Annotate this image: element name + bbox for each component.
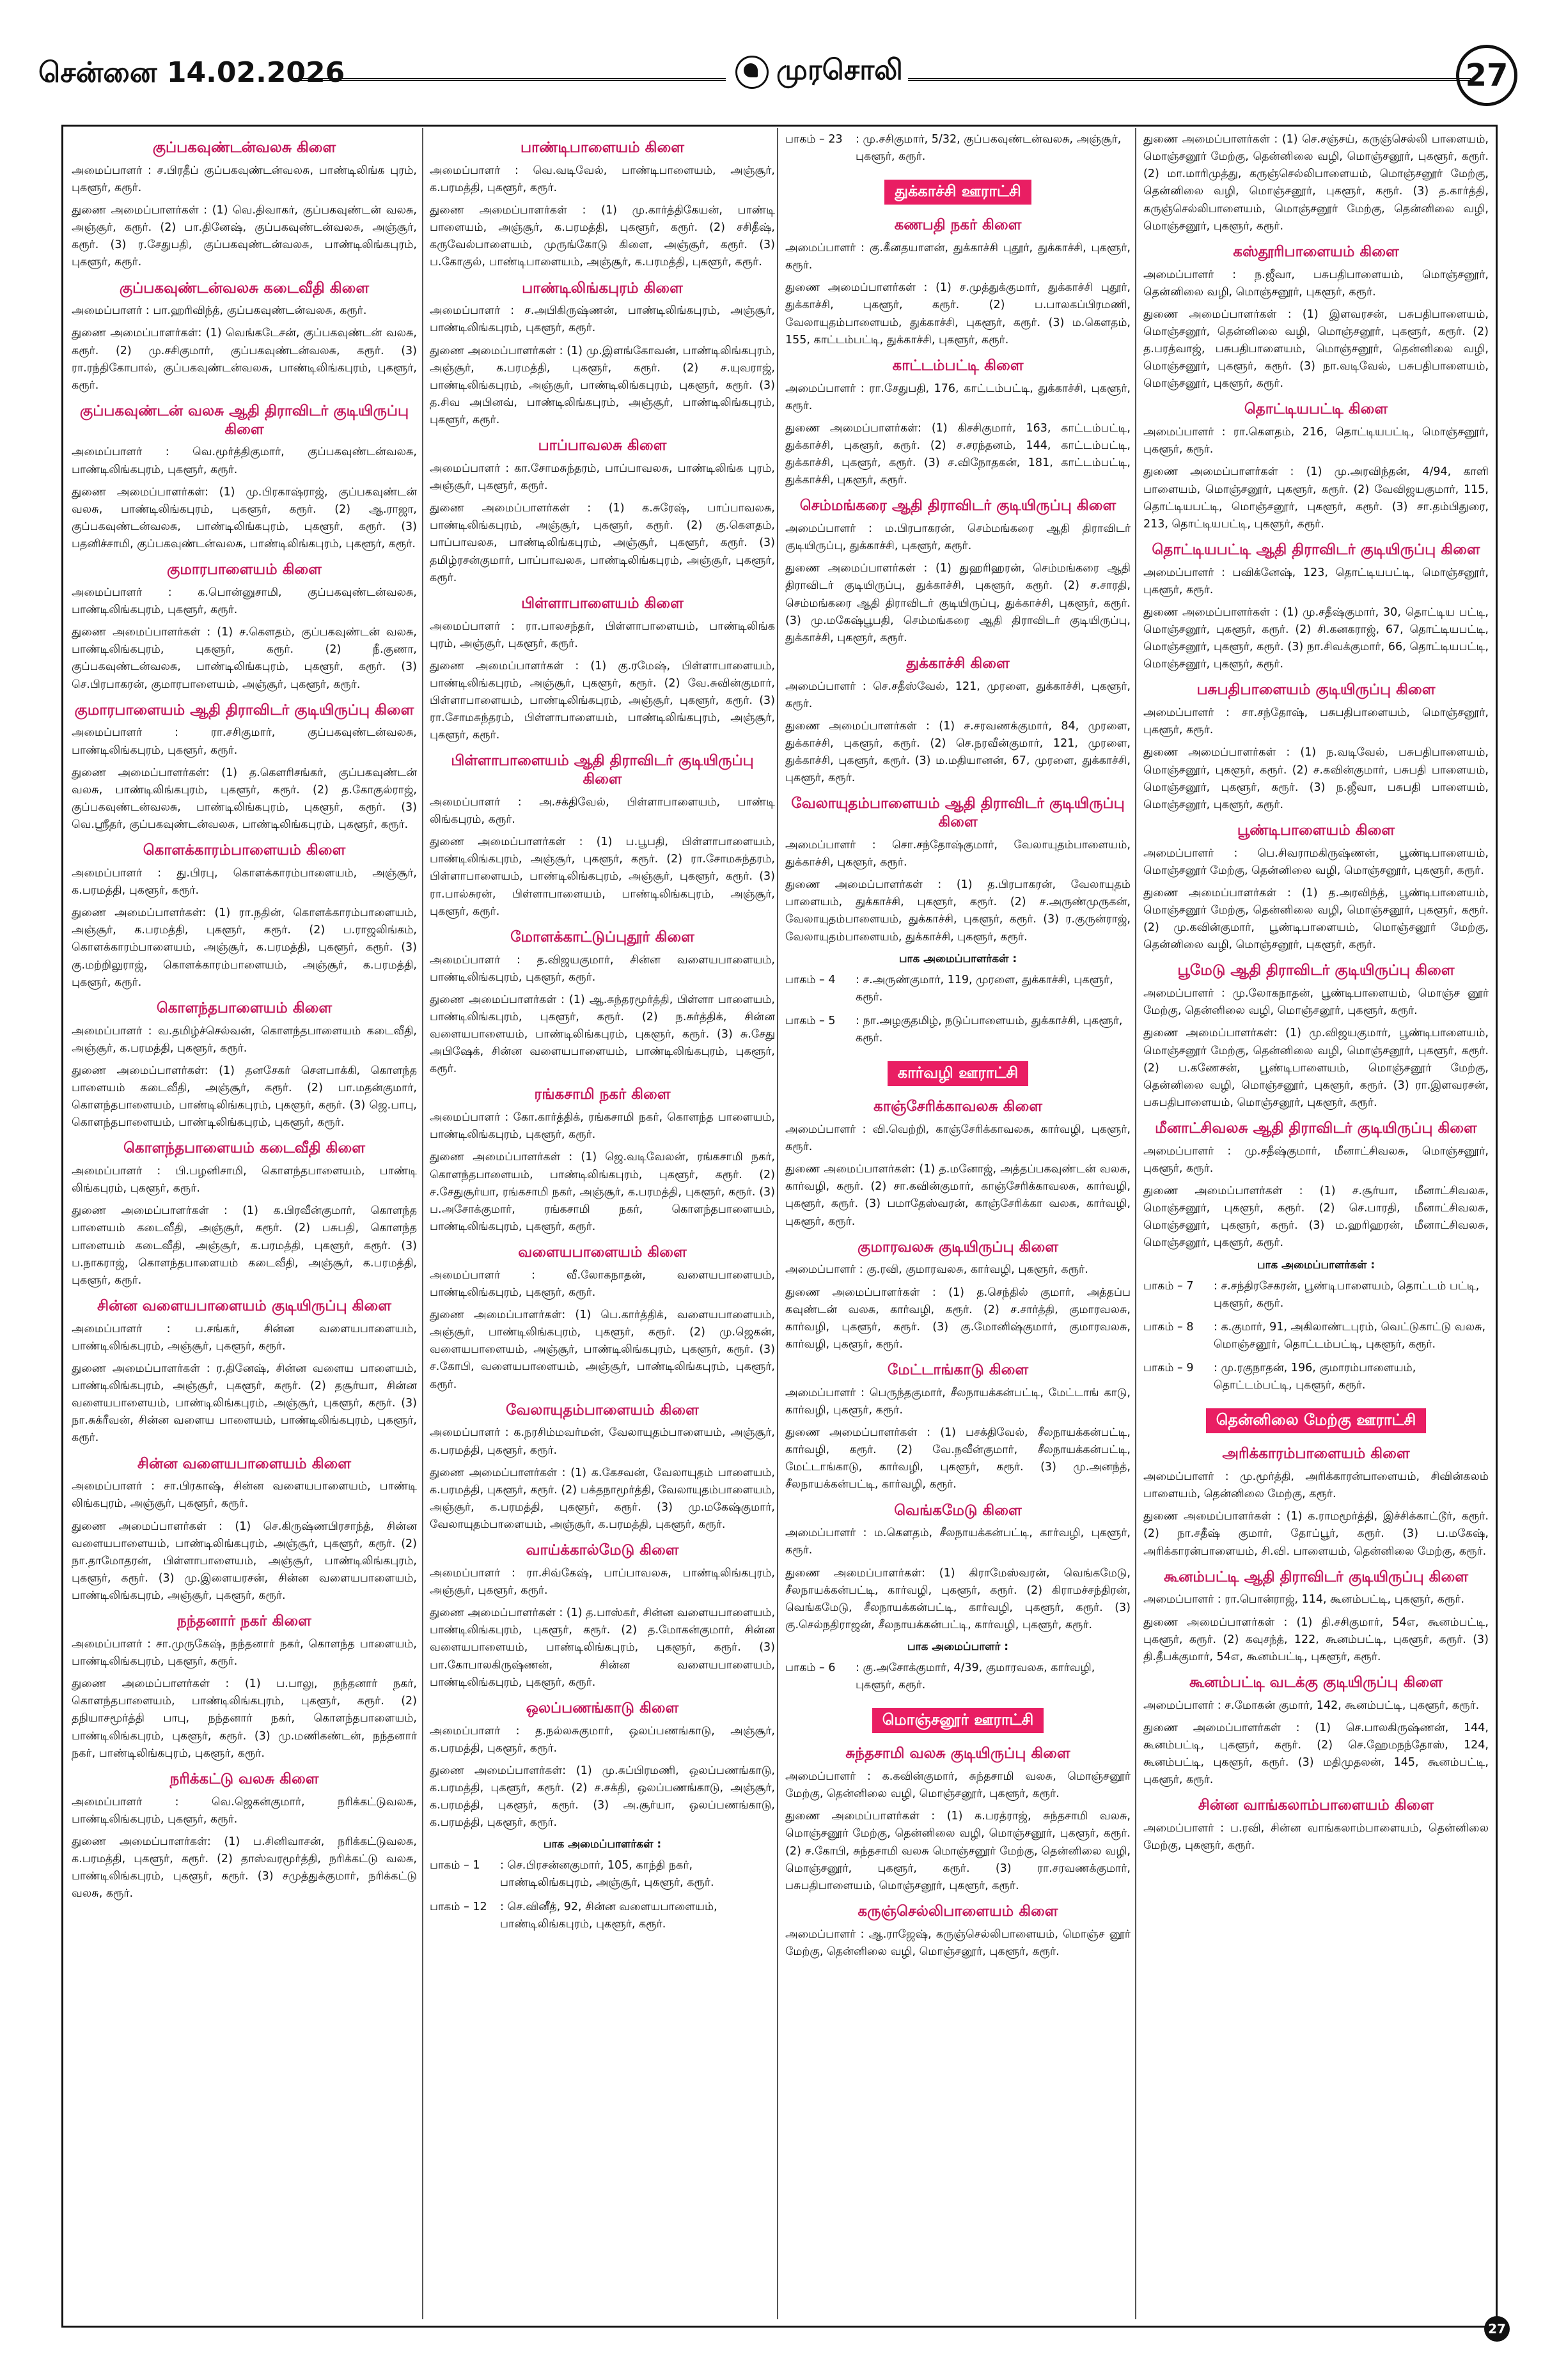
branch-section xyxy=(785,655,1131,788)
branch-section xyxy=(72,402,417,553)
organizer-entry: அமைப்பாளர் : ம.பிரபாகரன், செம்மங்கரை ஆதி திராவிடர் குடியிருப்பு, துக்காச்சி, புகளூர், கரூர். xyxy=(785,522,1131,553)
organizer-entry: அமைப்பாளர் : ந.ஜீவா, பசுபதிபாளையம், மொஞ்சனூர், தென்னிலை வழி, மொஞ்சனூர், புகளூர், கரூர். xyxy=(1143,268,1489,299)
branch-section xyxy=(72,139,417,272)
column-1 xyxy=(72,131,417,2316)
deputy-organizers-entry: துணை அமைப்பாளர்கள் : (1) வெ.திவாகர், குப்பகவுண்டன் வலசு, அஞ்சூர், கரூர். (2) பா.தினேஷ், குப்பகவுண்டன்வலசு, அஞ்சூர், கரூர். (3) ர.சேதுபதி, குப்பகவுண்டன்வலசு, பாண்டிலிங்கபுரம், புகளூர், கரூர். xyxy=(72,204,417,269)
branch-section xyxy=(785,1502,1131,1635)
branch-section xyxy=(785,795,1131,945)
booth-organizer: : நா.அழகுதமிழ், நடுப்பாளையம், துக்காச்சி, புகளூர், கரூர். xyxy=(856,1014,1123,1045)
branch-section xyxy=(1143,1796,1489,1855)
branch-heading: சுந்தசாமி வலசு குடியிருப்பு கிளை xyxy=(845,1745,1070,1762)
deputy-organizers-entry: துணை அமைப்பாளர்கள் : (1) மு.இளங்கோவன், பாண்டிலிங்கபுரம், அஞ்சூர், க.பரமத்தி, புகளூர், கரூர். (2) ச.யுவராஜ், பாண்டிலிங்கபுரம், அஞ்சூர், பாண்டிலிங்கபுரம், புகளூர், கரூர். (3) த.சிவ அபினவ், பாண்டிலிங்கபுரம், அஞ்சூர், பாண்டிலிங்கபுரம், புகளூர், கரூர். xyxy=(430,344,775,426)
branch-heading: வளையபாளையம் கிளை xyxy=(518,1244,687,1261)
branch-heading: நரிக்கட்டு வலசு கிளை xyxy=(169,1770,319,1787)
deputy-organizers-entry: துணை அமைப்பாளர்கள்: (1) மு.பிரகாஷ்ராஜ், குப்பகவுண்டன் வலசு, பாண்டிலிங்கபுரம், புகளூர், கரூர். (2) ஆ.ராஜா, குப்பகவுண்டன்வலசு, பாண்டிலிங்கபுரம், புகளூர், கரூர். (3) பதனிச்சாமி, குப்பகவுண்டன்வலசு, பாண்டிலிங்கபுரம், புகளூர், கரூர். xyxy=(72,485,417,550)
branch-heading: குப்பகவுண்டன்வலசு கிளை xyxy=(152,139,336,156)
organizer-entry: அமைப்பாளர் : பா.ஹரிவிந்த், குப்பகவுண்டன்வலசு, கரூர். xyxy=(72,304,367,318)
booth-number: பாகம் – 1 xyxy=(430,1859,480,1872)
column-divider xyxy=(422,128,423,2319)
footer-page-number: 27 xyxy=(1484,2316,1510,2342)
branch-section xyxy=(1143,400,1489,533)
deputy-organizers-entry: துணை அமைப்பாளர்கள் : (1) இளவரசன், பசுபதிபாளையம், மொஞ்சனூர், தென்னிலை வழி, மொஞ்சனூர், புகளூர், கரூர். (2) த.பரத்வாஜ், பசுபதிபாளையம், மொஞ்சனூர், தென்னிலை வழி, மொஞ்சனூர், புகளூர், கரூர். (3) நா.வடிவேல், பசுபதிபாளையம், மொஞ்சனூர், புகளூர், கரூர். xyxy=(1143,307,1489,391)
deputy-organizers-entry: துணை அமைப்பாளர்கள்: (1) ரா.நதின், கொளக்காரம்பாளையம், அஞ்சூர், க.பரமத்தி, புகளூர், கரூர். (2) ப.ராஜலிங்கம், கொளக்காரம்பாளையம், அஞ்சூர், க.பரமத்தி, புகளூர், கரூர். (3) கு.மற்றிலுராஜ், கொளக்காரம்பாளையம், அஞ்சூர், க.பரமத்தி, புகளூர், கரூர். xyxy=(72,906,417,989)
organizer-entry: அமைப்பாளர் : பெருந்தகுமார், சீலநாயக்கன்பட்டி, மேட்டாங் காடு, கார்வழி, புகளூர், கரூர். xyxy=(785,1386,1131,1417)
organizer-entry: அமைப்பாளர் : வெ.ஜெகன்குமார், நரிக்கட்டுவலசு, பாண்டிலிங்கபுரம், புகளூர், கரூர். xyxy=(72,1795,417,1826)
deputy-organizers-entry: துணை அமைப்பாளர்கள் : (1) க.பிரவீன்குமார், கொளந்த பாளையம் கடைவீதி, அஞ்சூர், கரூர். (2) பசுபதி, கொளந்த பாளையம் கடைவீதி, அஞ்சூர், க.பரமத்தி, புகளூர், கரூர். (3) ப.நாகராஜ், கொளந்தபாளையம் கடைவீதி, அஞ்சூர், க.பரமத்தி, புகளூர், கரூர். xyxy=(72,1204,417,1287)
deputy-organizers-entry: துணை அமைப்பாளர்கள்: (1) த.மனோஜ், அத்தப்பகவுண்டன் வலசு, கார்வழி, கரூர். (2) சா.கவின்குமார், காஞ்சேரிக்காவலசு, கார்வழி, புகளூர், கரூர். (3) பமாதேஸ்வரன், காஞ்சேரிக்கா வலசு, கார்வழி, புகளூர், கரூர். xyxy=(785,1163,1131,1228)
branch-heading: கணபதி நகர் கிளை xyxy=(894,217,1022,234)
branch-heading: வேலாயுதம்பாளையம் கிளை xyxy=(506,1401,699,1419)
booth-row xyxy=(785,972,1131,1006)
booth-organizer: : ச.அருண்குமார், 119, முரளை, துக்காச்சி, புகளூர், கரூர். xyxy=(856,973,1113,1004)
organizer-entry: அமைப்பாளர் : ரா.கௌதம், 216, தொட்டியபட்டி, மொஞ்சனூர், புகளூர், கரூர். xyxy=(1143,426,1489,456)
booth-row xyxy=(430,1857,775,1892)
deputy-organizers-entry: துணை அமைப்பாளர்கள் : (1) தி.சசிகுமார், 54எ, கூனம்பட்டி, புகளூர், கரூர். (2) கவுசந்த், 122, கூனம்பட்டி, புகளூர், கரூர். (3) தி.தீபக்குமார், 54எ, கூனம்பட்டி, புகளூர், கரூர். xyxy=(1143,1615,1489,1663)
organizer-entry: அமைப்பாளர் : ச.அபிகிருஷ்ணன், பாண்டிலிங்கபுரம், அஞ்சூர், பாண்டிலிங்கபுரம், புகளூர், கரூர். xyxy=(430,304,775,335)
deputy-organizers-entry: துணை அமைப்பாளர்கள்: (1) கிசசிகுமார், 163, காட்டம்பட்டி, துக்காச்சி, புகளூர், கரூர். (2) ச.சரந்தனம், 144, காட்டம்பட்டி, துக்காச்சி, புகளூர், கரூர். (3) ச.விநோதகன், 181, காட்டம்பட்டி, துக்காச்சி, புகளூர், கரூர். xyxy=(785,421,1131,487)
organizer-entry: அமைப்பாளர் : ப.சங்கர், சின்ன வளையபாளையம், பாண்டிலிங்கபுரம், அஞ்சூர், புகளூர், கரூர். xyxy=(72,1322,417,1353)
organizer-entry: அமைப்பாளர் : த.விஜயகுமார், சின்ன வளையபாளையம், பாண்டிலிங்கபுரம், புகளூர், கரூர். xyxy=(430,953,775,984)
branch-heading: குமாரபாளையம் கிளை xyxy=(167,561,322,579)
deputy-organizers-entry: துணை அமைப்பாளர்கள்: (1) வெங்கடேசன், குப்பகவுண்டன் வலசு, கரூர். (2) மு.சசிகுமார், குப்பகவுண்டன்வலசு, கரூர். (3) ரா.ரந்திகோபால், குப்பகவுண்டன்வலசு, பாண்டிலிங்கபுரம், புகளூர், கரூர். xyxy=(72,327,417,392)
branch-section xyxy=(72,1770,417,1903)
panchayat-badge: மொஞ்சனூர் ஊராட்சி xyxy=(872,1708,1044,1733)
booth-row xyxy=(1143,1319,1489,1353)
branch-section xyxy=(430,1699,775,1832)
deputy-organizers-entry: துணை அமைப்பாளர்கள் : (1) துஹரிஹரன், செம்மங்கரை ஆதி திராவிடர் குடியிருப்பு, துக்காச்சி, புகளூர், கரூர். (2) ச.சாரதி, செம்மங்கரை ஆதி திராவிடர் குடியிருப்பு, துக்காச்சி, புகளூர், கரூர். (3) மு.மகேஷ்பூபதி, செம்மங்கரை ஆதி திராவிடர் குடியிருப்பு, துக்காச்சி, புகளூர், கரூர். xyxy=(785,562,1131,644)
deputy-organizers-entry: துணை அமைப்பாளர்கள் : (1) ந.வடிவேல், பசுபதிபாளையம், மொஞ்சனூர், புகளூர், கரூர். (2) ச.கவின்குமார், பசுபதி பாளையம், மொஞ்சனூர், புகளூர், கரூர். (3) ந.ஜீவா, பசுபதி பாளையம், மொஞ்சனூர், புகளூர், கரூர். xyxy=(1143,746,1489,811)
organizer-entry: அமைப்பாளர் : வெ.மூர்த்திகுமார், குப்பகவுண்டன்வலசு, பாண்டிலிங்கபுரம், புகளூர், கரூர். xyxy=(72,446,417,476)
branch-section xyxy=(72,701,417,834)
booth-number: பாகம் – 7 xyxy=(1143,1279,1194,1293)
deputy-organizers-entry: துணை அமைப்பாளர்கள் : (1) க.சுரேஷ், பாப்பாவலசு, பாண்டிலிங்கபுரம், அஞ்சூர், புகளூர், கரூர். (2) கு.கௌதம், பாப்பாவலசு, பாண்டிலிங்கபுரம், அஞ்சூர், புகளூர், கரூர். (3) தமிழ்ரசன்குமார், பாப்பாவலசு, பாண்டிலிங்கபுரம், அஞ்சூர், புகளூர், கரூர். xyxy=(430,502,775,584)
branch-heading: கொளந்தபாளையம் கடைவீதி கிளை xyxy=(123,1140,366,1157)
branch-section xyxy=(430,437,775,587)
masthead-date: சென்னை 14.02.2026 xyxy=(38,56,345,89)
branch-heading: குமாரபாளையம் ஆதி திராவிடர் குடியிருப்பு கிளை xyxy=(74,701,414,719)
page-number-badge: 27 xyxy=(1456,45,1517,106)
branch-heading: ரங்கசாமி நகர் கிளை xyxy=(534,1086,671,1103)
organizer-entry: அமைப்பாளர் : ரா.பொன்ராஜ், 114, கூனம்பட்டி, புகளூர், கரூர். xyxy=(1143,1593,1465,1606)
organizer-entry: அமைப்பாளர் : சா.பிரகாஷ், சின்ன வளையபாளையம், பாண்டி லிங்கபுரம், அஞ்சூர், புகளூர், கரூர். xyxy=(72,1480,417,1511)
branch-heading: சின்ன வளையபாளையம் குடியிருப்பு கிளை xyxy=(97,1297,391,1314)
branch-heading: பிள்ளாபாளையம் ஆதி திராவிடர் குடியிருப்பு கிளை xyxy=(451,752,754,788)
branch-heading: சின்ன வாங்கலாம்பாளையம் கிளை xyxy=(1198,1797,1434,1814)
organizer-entry: அமைப்பாளர் : பி.பழனிசாமி, கொளந்தபாளையம், பாண்டி லிங்கபுரம், புகளூர், கரூர். xyxy=(72,1165,417,1195)
column-divider xyxy=(777,128,778,2319)
branch-heading: தொட்டியபட்டி கிளை xyxy=(1244,401,1388,418)
deputy-organizers-entry: துணை அமைப்பாளர்கள் : (1) ச.முத்துக்குமார், துக்காச்சி புதூர், துக்காச்சி, புகளூர், கரூர். (2) ப.பாலகப்பிரமணி, வேலாயுதம்பாளையம், துக்காச்சி, புகளூர், கரூர். (3) ம.கௌதம், 155, காட்டம்பட்டி, துக்காச்சி, புகளூர், கரூர். xyxy=(785,281,1131,346)
deputy-organizers-entry: துணை அமைப்பாளர்கள் : (1) மு.சதீஷ்குமார், 30, தொட்டிய பட்டி, மொஞ்சனூர், புகளூர், கரூர். (2) சி.கனகராஜ், 67, தொட்டியபட்டி, மொஞ்சனூர், புகளூர், கரூர். (3) நா.சிவக்குமார், 66, தொட்டியபட்டி, மொஞ்சனூர், புகளூர், கரூர். xyxy=(1143,605,1489,671)
deputy-organizers-entry: துணை அமைப்பாளர்கள்: (1) த.கௌரிசங்கர், குப்பகவுண்டன் வலசு, பாண்டிலிங்கபுரம், புகளூர், கரூர். (2) த.கோகுல்ராஜ், குப்பகவுண்டன்வலசு, பாண்டிலிங்கபுரம், புகளூர், கரூர். (3) வெ.ஸ்ரீதர், குப்பகவுண்டன்வலசு, பாண்டிலிங்கபுரம், புகளூர், கரூர். xyxy=(72,766,417,831)
branch-heading: கூனம்பட்டி வடக்கு குடியிருப்பு கிளை xyxy=(1189,1674,1443,1691)
branch-heading: வேலாயுதம்பாளையம் ஆதி திராவிடர் குடியிருப்பு கிளை xyxy=(791,795,1125,831)
organizer-entry: அமைப்பாளர் : அ.சக்திவேல், பிள்ளாபாளையம், பாண்டி லிங்கபுரம், கரூர். xyxy=(430,795,775,826)
branch-section xyxy=(72,279,417,394)
branch-heading: ஒலப்பணங்காடு கிளை xyxy=(526,1699,679,1716)
organizer-entry: அமைப்பாளர் : து.பிரபு, கொளக்காரம்பாளையம், அஞ்சூர், க.பரமத்தி, புகளூர், கரூர். xyxy=(72,866,417,897)
organizer-entry: அமைப்பாளர் : கு.கீனதயாளன், துக்காச்சி புதூர், துக்காச்சி, புகளூர், கரூர். xyxy=(785,242,1131,272)
booth-row xyxy=(430,1899,775,1933)
organizer-entry: அமைப்பாளர் : ப.ரவி, சின்ன வாங்கலாம்பாளையம், தென்னிலை மேற்கு, புகளூர், கரூர். xyxy=(1143,1822,1489,1853)
branch-heading: குப்பகவுண்டன்வலசு கடைவீதி கிளை xyxy=(119,279,370,297)
booth-organizer: : க.குமார், 91, அகிலாண்டபுரம், வெட்டுகாட்டு வலசு, மொஞ்சனூர், தொட்டம்பட்டி, புகளூர், கரூர். xyxy=(1214,1320,1486,1351)
booth-row xyxy=(1143,1278,1489,1312)
branch-section xyxy=(785,1902,1131,1961)
booth-row xyxy=(785,1660,1131,1694)
branch-section xyxy=(785,357,1131,490)
branch-heading: மீனாட்சிவலசு ஆதி திராவிடர் குடியிருப்பு கிளை xyxy=(1155,1120,1477,1137)
organizer-entry: அமைப்பாளர் : க.நரசிம்மவர்மன், வேலாயுதம்பாளையம், அஞ்சூர், க.பரமத்தி, புகளூர், கரூர். xyxy=(430,1426,775,1457)
branch-heading: காஞ்சேரிக்காவலசு கிளை xyxy=(873,1098,1042,1116)
branch-section xyxy=(1143,681,1489,814)
deputy-organizers-entry: துணை அமைப்பாளர்கள் : (1) த.செந்தில் குமார், அத்தப்ப கவுண்டன் வலசு, கார்வழி, கரூர். (2) ச.சார்த்தி, குமாரவலசு, கார்வழி, புகளூர், கரூர். (3) கு.மோனிஷ்குமார், குமாரவலசு, கார்வழி, புகளூர், கரூர். xyxy=(785,1286,1131,1351)
column-divider xyxy=(1135,128,1136,2319)
organizer-entry: அமைப்பாளர் : வீ.லோகநாதன், வளையபாளையம், பாண்டிலிங்கபுரம், புகளூர், கரூர். xyxy=(430,1268,775,1299)
branch-section xyxy=(72,561,417,694)
booth-number: பாகம் – 8 xyxy=(1143,1320,1194,1334)
deputy-organizers-entry: துணை அமைப்பாளர்கள் : (1) கு.ரமேஷ், பிள்ளாபாளையம், பாண்டிலிங்கபுரம், அஞ்சூர், புகளூர், கரூர். (2) வே.சுவின்குமார், பிள்ளாபாளையம், பாண்டிலிங்கபுரம், அஞ்சூர், புகளூர், கரூர். (3) ரா.சோமசுந்தரம், பிள்ளாபாளையம், பாண்டிலிங்கபுரம், அஞ்சூர், புகளூர், கரூர். xyxy=(430,659,775,742)
panchayat-badge-wrap xyxy=(785,1700,1131,1737)
booth-organizer: : ச.சந்திரசேகரன், பூண்டிபாளையம், தொட்டம் பட்டி, புகளூர், கரூர். xyxy=(1214,1279,1480,1310)
branch-heading: துக்காச்சி கிளை xyxy=(906,655,1010,672)
booth-row xyxy=(785,131,1131,166)
panchayat-badge-wrap xyxy=(785,1054,1131,1090)
organizer-entry: அமைப்பாளர் : ஆ.ராஜேஷ், கருஞ்செல்லிபாளையம், மொஞ்ச னூர் மேற்கு, தென்னிலை வழி, மொஞ்சனூர், புகளூர், கரூர். xyxy=(785,1927,1131,1958)
branch-heading: நந்தனார் நகர் கிளை xyxy=(177,1613,311,1630)
branch-section xyxy=(1143,1674,1489,1789)
branch-section xyxy=(785,1361,1131,1494)
deputy-organizers-entry: துணை அமைப்பாளர்கள்: (1) கிராமேஸ்வரன், வெங்கமேடு, சீலநாயக்கன்பட்டி, கார்வழி, புகளூர், கரூர். (2) கிராமச்சந்திரன், வெங்கமேடு, சீலநாயக்கன்பட்டி, கார்வழி, புகளூர், கரூர். (3) கு.செல்நதிராஜன், சீலநாயக்கன்பட்டி, கார்வழி, புகளூர், கரூர். xyxy=(785,1566,1131,1631)
organizer-entry: அமைப்பாளர் : ரா.சிவ்கேஷ், பாப்பாவலசு, பாண்டிலிங்கபுரம், அஞ்சூர், புகளூர், கரூர். xyxy=(430,1566,775,1597)
deputy-organizers-entry: துணை அமைப்பாளர்கள் : (1) க.கேசவன், வேலாயுதம் பாளையம், க.பரமத்தி, புகளூர், கரூர். (2) பக்தநாமூர்த்தி, வேலாயுதம்பாளையம், அஞ்சூர், க.பரமத்தி, புகளூர், கரூர். (3) மு.மகேஷ்குமார், வேலாயுதம்பாளையம், அஞ்சூர், க.பரமத்தி, புகளூர், கரூர். xyxy=(430,1466,775,1531)
deputy-organizers-entry: துணை அமைப்பாளர்கள் : ர.தினேஷ், சின்ன வளைய பாளையம், பாண்டிலிங்கபுரம், அஞ்சூர், புகளூர், கரூர். (2) தசூர்யா, சின்ன வளையபாளையம், பாண்டிலிங்கபுரம், அஞ்சூர், புகளூர், கரூர். (3) நா.சுக்ரீவன், சின்ன வளைய பாளையம், பாண்டிலிங்கபுரம், புகளூர், கரூர். xyxy=(72,1362,417,1445)
booth-organizer: : செ.பிரசன்னகுமார், 105, காந்தி நகர், பாண்டிலிங்கபுரம், அஞ்சூர், புகளூர், கரூர். xyxy=(500,1859,714,1890)
panchayat-badge-wrap xyxy=(1143,1401,1489,1437)
booth-number: பாகம் – 23 xyxy=(785,133,843,146)
booth-number: பாகம் – 5 xyxy=(785,1014,836,1027)
branch-heading: தொட்டியபட்டி ஆதி திராவிடர் குடியிருப்பு கிளை xyxy=(1152,541,1480,558)
branch-section xyxy=(785,497,1131,647)
branch-heading: பூண்டிபாளையம் கிளை xyxy=(1237,821,1395,839)
branch-heading: கொளக்காரம்பாளையம் கிளை xyxy=(143,842,346,859)
branch-section xyxy=(430,1243,775,1394)
organizer-entry: அமைப்பாளர் : சா.சந்தோஷ், பசுபதிபாளையம், மொஞ்சனூர், புகளூர், கரூர். xyxy=(1143,706,1489,737)
organizer-entry: அமைப்பாளர் : பவிக்னேஷ், 123, தொட்டியபட்டி, மொஞ்சனூர், புகளூர், கரூர். xyxy=(1143,566,1489,596)
branch-section xyxy=(430,279,775,430)
panchayat-badge-wrap xyxy=(785,172,1131,208)
booth-number: பாகம் – 9 xyxy=(1143,1362,1194,1374)
organizer-entry: அமைப்பாளர் : சா.முருகேஷ், நந்தனார் நகர், கொளந்த பாளையம், பாண்டிலிங்கபுரம், புகளூர், கரூர். xyxy=(72,1637,417,1668)
branch-section xyxy=(1143,1445,1489,1560)
deputy-organizers-entry: துணை அமைப்பாளர்கள் : (1) ச.சூர்யா, மீனாட்சிவலசு, மொஞ்சனூர், புகளூர், கரூர். (2) செ.பாரதி, மீனாட்சிவலசு, மொஞ்சனூர், புகளூர், கரூர். (3) ம.ஹரிஹரன், மீனாட்சிவலசு, மொஞ்சனூர், புகளூர், கரூர். xyxy=(1143,1185,1489,1250)
deputy-organizers-entry: துணை அமைப்பாளர்கள் : (1) த.பிரபாகரன், வேலாயுதம் பாளையம், துக்காச்சி, புகளூர், கரூர். (2) ச.அருண்முருகன், வேலாயுதம்பாளையம், துக்காச்சி, புகளூர், கரூர். (3) ர.குருன்ராஜ், வேலாயுதம்பாளையம், துக்காச்சி, புகளூர், கரூர். xyxy=(785,878,1131,944)
booth-organizer: : மு.ரகுநாதன், 196, குமாரம்பாளையம், தொட்டம்பட்டி, புகளூர், கரூர். xyxy=(1214,1362,1416,1392)
branch-section xyxy=(72,1297,417,1447)
branch-heading: வாய்க்கால்மேடு கிளை xyxy=(526,1542,679,1559)
organizer-entry: அமைப்பாளர் : கு.ரவி, குமாரவலசு, கார்வழி, புகளூர், கரூர். xyxy=(785,1263,1088,1277)
branch-heading: மோளக்காட்டுப்புதூர் கிளை xyxy=(510,928,694,945)
organizer-entry: அமைப்பாளர் : கோ.கார்த்திக், ரங்கசாமி நகர், கொளந்த பாளையம், பாண்டிலிங்கபுரம், புகளூர், கரூர். xyxy=(430,1111,775,1142)
masthead-rule xyxy=(291,78,726,81)
branch-heading: கஸ்தூரிபாளையம் கிளை xyxy=(1233,243,1399,260)
branch-section xyxy=(1143,1119,1489,1252)
booth-organizers-heading: பாக அமைப்பாளர்கள் : xyxy=(543,1838,662,1851)
deputy-organizers-entry: துணை அமைப்பாளர்கள் : (1) க.பரத்ராஜ், சுந்தசாமி வலசு, மொஞ்சனூர் மேற்கு, தென்னிலை வழி, மொஞ்சனூர், புகளூர், கரூர். (2) ச.கோபி, சுந்தசாமி வலசு மொஞ்சனூர் மேற்கு, தென்னிலை வழி, மொஞ்சனூர், புகளூர், கரூர். (3) ரா.சரவணக்குமார், பசுபதிபாளையம், மொஞ்சனூர், புகளூர், கரூர். xyxy=(785,1810,1131,1892)
branch-section xyxy=(430,752,775,920)
branch-section xyxy=(72,1139,417,1289)
newspaper-name: முரசொலி xyxy=(776,54,903,86)
branch-heading: பூமேடு ஆதி திராவிடர் குடியிருப்பு கிளை xyxy=(1177,962,1455,979)
organizer-entry: அமைப்பாளர் : வெ.வடிவேல், பாண்டிபாளையம், அஞ்சூர், க.பரமத்தி, புகளூர், கரூர். xyxy=(430,164,775,194)
deputy-organizers-entry: துணை அமைப்பாளர்கள் : (1) செ.பாலகிருஷ்ணன், 144, கூனம்பட்டி, புகளூர், கரூர். (2) செ.ஹேமநந்தோஸ், 124, கூனம்பட்டி, புகளூர், கரூர். (3) மதிமுதலன், 145, கூனம்பட்டி, புகளூர், கரூர். xyxy=(1143,1721,1489,1787)
sun-emblem-icon xyxy=(735,56,769,89)
organizer-entry: அமைப்பாளர் : க.பொன்னுசாமி, குப்பகவுண்டன்வலசு, பாண்டிலிங்கபுரம், புகளூர், கரூர். xyxy=(72,586,417,616)
branch-section xyxy=(1143,131,1489,235)
organizer-entry: அமைப்பாளர் : சொ.சந்தோஷ்குமார், வேலாயுதம்பாளையம், துக்காச்சி, புகளூர், கரூர். xyxy=(785,838,1131,869)
deputy-organizers-entry: துணை அமைப்பாளர்கள் : (1) ச.கௌதம், குப்பகவுண்டன் வலசு, பாண்டிலிங்கபுரம், புகளூர், கரூர். (2) நீ.குணா, குப்பகவுண்டன்வலசு, பாண்டிலிங்கபுரம், புகளூர், கரூர். (3) செ.பிரபாகரன், குமாரபாளையம், அஞ்சூர், புகளூர், கரூர். xyxy=(72,626,417,691)
booth-organizer: : மு.சசிகுமார், 5/32, குப்பகவுண்டன்வலசு, அஞ்சூர், புகளூர், கரூர். xyxy=(856,133,1122,164)
organizer-entry: அமைப்பாளர் : ரா.சேதுபதி, 176, காட்டம்பட்டி, துக்காச்சி, புகளூர், கரூர். xyxy=(785,382,1131,412)
booth-organizers-heading: பாக அமைப்பாளர்கள் : xyxy=(898,952,1017,965)
organizer-entry: அமைப்பாளர் : ச.மோகன் குமார், 142, கூனம்பட்டி, புகளூர், கரூர். xyxy=(1143,1699,1480,1712)
deputy-organizers-entry: துணை அமைப்பாளர்கள் : (1) ப.பாலு, நந்தனார் நகர், கொளந்தபாளையம், பாண்டிலிங்கபுரம், புகளூர், கரூர். (2) தநியாசமூர்த்தி பாபு, நந்தனார் நகர், கொளந்தபாளையம், பாண்டிலிங்கபுரம், புகளூர், கரூர். (3) மு.மணிகண்டன், நந்தனார் நகர், பாண்டிலிங்கபுரம், புகளூர், கரூர். xyxy=(72,1677,417,1760)
organizer-entry: அமைப்பாளர் : க.கவின்குமார், சுந்தசாமி வலசு, மொஞ்சனூர் மேற்கு, தென்னிலை வழி, மொஞ்சனூர், புகளூர், கரூர். xyxy=(785,1770,1131,1801)
branch-section xyxy=(72,999,417,1132)
panchayat-badge: தென்னிலை மேற்கு ஊராட்சி xyxy=(1206,1408,1427,1433)
deputy-organizers-entry: துணை அமைப்பாளர்கள் : (1) செ.சஞ்சய், கருஞ்செல்லி பாளையம், மொஞ்சனூர் மேற்கு, தென்னிலை வழி, மொஞ்சனூர், புகளூர், கரூர். (2) மா.மாரிமுத்து, கருஞ்செல்லிபாளையம், மொஞ்சனூர் மேற்கு, தென்னிலை வழி, மொஞ்சனூர், புகளூர், கரூர். (3) த.கார்த்தி, கருஞ்செல்லிபாளையம், மொஞ்சனூர் மேற்கு, தென்னிலை வழி, மொஞ்சனூர், புகளூர், கரூர். xyxy=(1143,133,1489,233)
deputy-organizers-entry: துணை அமைப்பாளர்கள் : (1) த.அரவிந்த், பூண்டிபாளையம், மொஞ்சனூர் மேற்கு, தென்னிலை வழி, மொஞ்சனூர், புகளூர், கரூர். (2) மு.கவின்குமார், பூண்டிபாளையம், மொஞ்சனூர் மேற்கு, தென்னிலை வழி, மொஞ்சனூர், புகளூர், கரூர். xyxy=(1143,886,1489,952)
booth-number: பாகம் – 4 xyxy=(785,973,836,986)
deputy-organizers-entry: துணை அமைப்பாளர்கள் : (1) செ.கிருஷ்ணபிரசாந்த், சின்ன வளையபாளையம், பாண்டிலிங்கபுரம், அஞ்சூர், புகளூர், கரூர். (2) நா.தாமோதரன், பிள்ளாபாளையம், அஞ்சூர், பாண்டிலிங்கபுரம், புகளூர், கரூர். (3) மு.இளையரசன், சின்ன வளையபாளையம், பாண்டிலிங்கபுரம், அஞ்சூர், புகளூர், கரூர். xyxy=(72,1520,417,1602)
masthead xyxy=(38,45,1517,109)
branch-section xyxy=(430,595,775,745)
branch-heading: காட்டம்பட்டி கிளை xyxy=(892,357,1024,374)
deputy-organizers-entry: துணை அமைப்பாளர்கள்: (1) பெ.கார்த்திக், வளையபாளையம், அஞ்சூர், பாண்டிலிங்கபுரம், புகளூர், கரூர். (2) மு.ஜெகன், வளையபாளையம், அஞ்சூர், பாண்டிலிங்கபுரம், புகளூர், கரூர். (3) ச.கோபி, வளையபாளையம், அஞ்சூர், பாண்டிலிங்கபுரம், புகளூர், கரூர். xyxy=(430,1309,775,1391)
column-3 xyxy=(785,131,1131,2316)
organizer-entry: அமைப்பாளர் : கா.சோமசுந்தரம், பாப்பாவலசு, பாண்டிலிங்க புரம், அஞ்சூர், புகளூர், கரூர். xyxy=(430,462,775,492)
panchayat-badge: கார்வழி ஊராட்சி xyxy=(888,1061,1028,1086)
branch-heading: பாண்டிலிங்கபுரம் கிளை xyxy=(522,279,683,297)
deputy-organizers-entry: துணை அமைப்பாளர்கள் : (1) மு.கார்த்திகேயன், பாண்டி பாளையம், அஞ்சூர், க.பரமத்தி, புகளூர், கரூர். (2) சசிதீஷ், கருவேல்பாளையம், முருங்கோடு கிளை, அஞ்சூர், கரூர். (3) ப.கோகுல், பாண்டிபாளையம், அஞ்சூர், க.பரமத்தி, புகளூர், கரூர். xyxy=(430,204,775,269)
branch-heading: கருஞ்செல்லிபாளையம் கிளை xyxy=(858,1902,1058,1920)
branch-heading: பாண்டிபாளையம் கிளை xyxy=(521,139,684,156)
organizer-entry: அமைப்பாளர் : வி.வெற்றி, காஞ்சேரிக்காவலசு, கார்வழி, புகளூர், கரூர். xyxy=(785,1123,1131,1153)
organizer-entry: அமைப்பாளர் : மு.சதீஷ்குமார், மீனாட்சிவலசு, மொஞ்சனூர், புகளூர், கரூர். xyxy=(1143,1144,1489,1175)
branch-section xyxy=(1143,961,1489,1112)
branch-heading: செம்மங்கரை ஆதி திராவிடர் குடியிருப்பு கிளை xyxy=(799,497,1116,515)
branch-section xyxy=(430,1085,775,1236)
organizer-entry: அமைப்பாளர் : ரா.பாலசந்தர், பிள்ளாபாளையம், பாண்டிலிங்க புரம், அஞ்சூர், புகளூர், கரூர். xyxy=(430,619,775,650)
branch-section xyxy=(1143,821,1489,954)
branch-section xyxy=(72,1612,417,1762)
deputy-organizers-entry: துணை அமைப்பாளர்கள்: (1) தனசேகர் சௌபாக்கி, கொளந்த பாளையம் கடைவீதி, அஞ்சூர், கரூர். (2) பா.மதன்குமார், கொளந்தபாளையம், பாண்டிலிங்கபுரம், புகளூர், கரூர். (3) ஜெ.பாபு, கொளந்தபாளையம், பாண்டிலிங்கபுரம், புகளூர், கரூர். xyxy=(72,1064,417,1130)
organizer-entry: அமைப்பாளர் : ம.கௌதம், சீலநாயக்கன்பட்டி, கார்வழி, புகளூர், கரூர். xyxy=(785,1527,1131,1557)
booth-number: பாகம் – 12 xyxy=(430,1900,487,1913)
column-4 xyxy=(1143,131,1489,2316)
organizer-entry: அமைப்பாளர் : செ.சதீஸ்வேல், 121, முரளை, துக்காச்சி, புகளூர், கரூர். xyxy=(785,680,1131,710)
deputy-organizers-entry: துணை அமைப்பாளர்கள்: (1) மு.சுப்பிரமணி, ஒலப்பணங்காடு, க.பரமத்தி, புகளூர், கரூர். (2) ச.சக்தி, ஒலப்பணங்காடு, அஞ்சூர், க.பரமத்தி, புகளூர், கரூர். (3) அ.சூர்யா, ஒலப்பணங்காடு, க.பரமத்தி, புகளூர், கரூர். xyxy=(430,1764,775,1830)
newspaper-logo xyxy=(735,54,903,90)
deputy-organizers-entry: துணை அமைப்பாளர்கள் : (1) மு.அரவிந்தன், 4/94, காளி பாளையம், மொஞ்சனூர், புகளூர், கரூர். (2) வேவிஜயகுமார், 115, தொட்டியபட்டி, மொஞ்சனூர், புகளூர், கரூர். (3) சா.தம்பிதுரை, 213, தொட்டியபட்டி, புகளூர், கரூர். xyxy=(1143,465,1489,531)
branch-section xyxy=(430,928,775,1078)
branch-section xyxy=(72,841,417,992)
branch-heading: மேட்டாங்காடு கிளை xyxy=(887,1362,1029,1378)
branch-heading: குப்பகவுண்டன் வலசு ஆதி திராவிடர் குடியிருப்பு கிளை xyxy=(79,402,409,438)
booth-row xyxy=(1143,1360,1489,1394)
booth-row xyxy=(785,1013,1131,1047)
organizer-entry: அமைப்பாளர் : த.நல்லசுகுமார், ஒலப்பணங்காடு, அஞ்சூர், க.பரமத்தி, புகளூர், கரூர். xyxy=(430,1724,775,1755)
column-2 xyxy=(430,131,775,2316)
deputy-organizers-entry: துணை அமைப்பாளர்கள்: (1) மு.விஜயகுமார், பூண்டிபாளையம், மொஞ்சனூர் மேற்கு, தென்னிலை வழி, மொஞ்சனூர், புகளூர், கரூர். (2) ப.கணேசன், பூண்டிபாளையம், மொஞ்சனூர் மேற்கு, தென்னிலை வழி, மொஞ்சனூர், புகளூர், கரூர். (3) ரா.இளவரசன், பசுபதிபாளையம், மொஞ்சனூர், புகளூர், கரூர். xyxy=(1143,1027,1489,1109)
branch-section xyxy=(430,1541,775,1692)
deputy-organizers-entry: துணை அமைப்பாளர்கள் : (1) ஜெ.வடிவேலன், ரங்கசாமி நகர், கொளந்தபாளையம், பாண்டிலிங்கபுரம், புகளூர், கரூர். (2) ச.சேதுசூர்யா, ரங்கசாமி நகர், அஞ்சூர், க.பரமத்தி, புகளூர், கரூர். (3) ப.அசோக்குமார், ரங்கசாமி நகர், கொளந்தபாளையம், பாண்டிலிங்கபுரம், புகளூர், கரூர். xyxy=(430,1151,775,1233)
branch-section xyxy=(430,139,775,272)
branch-section xyxy=(785,1098,1131,1231)
deputy-organizers-entry: துணை அமைப்பாளர்கள் : (1) க.ராமமூர்த்தி, இச்சிக்காட்டூர், கரூர். (2) நா.சதீஷ் குமார், தோப்பூர், கரூர். (3) ப.மகேஷ், அரிக்காரன்பாளையம், சி.வி. பாளையம், தென்னிலை மேற்கு, கரூர். xyxy=(1143,1510,1489,1558)
booth-organizers-heading: பாக அமைப்பாளர் : xyxy=(907,1640,1009,1653)
deputy-organizers-entry: துணை அமைப்பாளர்கள் : (1) த.பாஸ்கர், சின்ன வளையபாளையம், பாண்டிலிங்கபுரம், புகளூர், கரூர். (2) த.மோகன்குமார், சின்ன வளையபாளையம், பாண்டிலிங்கபுரம், புகளூர், கரூர். (3) பா.கோபாலகிருஷ்ணன், சின்ன வளையபாளையம், பாண்டிலிங்கபுரம், புகளூர், கரூர். xyxy=(430,1606,775,1689)
branch-heading: கூனம்பட்டி ஆதி திராவிடர் குடியிருப்பு கிளை xyxy=(1164,1568,1468,1585)
deputy-organizers-entry: துணை அமைப்பாளர்கள்: (1) ப.சினிவாசன், நரிக்கட்டுவலசு, க.பரமத்தி, புகளூர், கரூர். (2) தாஸ்வரமூர்த்தி, நரிக்கட்டு வலசு, பாண்டிலிங்கபுரம், புகளூர், கரூர். (3) சமுத்துக்குமார், நரிக்கட்டு வலசு, கரூர். xyxy=(72,1835,417,1901)
organizer-entry: அமைப்பாளர் : வ.தமிழ்ச்செல்வன், கொளந்தபாளையம் கடைவீதி, அஞ்சூர், க.பரமத்தி, புகளூர், கரூர். xyxy=(72,1024,417,1055)
panchayat-badge: துக்காச்சி ஊராட்சி xyxy=(884,180,1031,205)
deputy-organizers-entry: துணை அமைப்பாளர்கள் : (1) ச.சரவணக்குமார், 84, முரளை, துக்காச்சி, புகளூர், கரூர். (2) செ.நரவீன்குமார், 121, முரளை, துக்காச்சி, புகளூர், கரூர். (3) ம.மதியானன், 67, முரளை, துக்காச்சி, புகளூர், கரூர். xyxy=(785,719,1131,785)
branch-heading: பசுபதிபாளையம் குடியிருப்பு கிளை xyxy=(1196,681,1436,699)
organizer-entry: அமைப்பாளர் : மு.லோகநாதன், பூண்டிபாளையம், மொஞ்ச னூர் மேற்கு, தென்னிலை வழி, மொஞ்சனூர், புகளூர், கரூர். xyxy=(1143,987,1489,1018)
branch-section xyxy=(785,1238,1131,1353)
branch-heading: பிள்ளாபாளையம் கிளை xyxy=(521,595,684,612)
branch-heading: சின்ன வளையபாளையம் கிளை xyxy=(137,1455,352,1472)
branch-section xyxy=(785,1745,1131,1895)
deputy-organizers-entry: துணை அமைப்பாளர்கள் : (1) ஆ.சுந்தரமூர்த்தி, பிள்ளா பாளையம், பாண்டிலிங்கபுரம், புகளூர், கரூர். (2) ந.சுர்த்திக், சின்ன வளையபாளையம், பாண்டிலிங்கபுரம், புகளூர், கரூர். (3) சு.சேது அபிஷேக், சின்ன வளையபாளையம், பாண்டிலிங்கபுரம், புகளூர், கரூர். xyxy=(430,993,775,1076)
branch-heading: கொளந்தபாளையம் கிளை xyxy=(156,999,333,1016)
masthead-rule xyxy=(908,78,1471,81)
organizer-entry: அமைப்பாளர் : ரா.சசிகுமார், குப்பகவுண்டன்வலசு, பாண்டிலிங்கபுரம், புகளூர், கரூர். xyxy=(72,726,417,757)
deputy-organizers-entry: துணை அமைப்பாளர்கள் : (1) பசக்திவேல், சீலநாயக்கன்பட்டி, கார்வழி, கரூர். (2) வே.நவீன்குமார், சீலநாயக்கன்பட்டி, மேட்டாங்காடு, கார்வழி, புகளூர், கரூர். (3) மு.அனந்த், சீலநாயக்கன்பட்டி, கார்வழி, கரூர். xyxy=(785,1426,1131,1491)
branch-section xyxy=(785,216,1131,349)
deputy-organizers-entry: துணை அமைப்பாளர்கள் : (1) ப.பூபதி, பிள்ளாபாளையம், பாண்டிலிங்கபுரம், அஞ்சூர், புகளூர், கரூர். (2) ரா.சோமசுந்தரம், பிள்ளாபாளையம், பாண்டிலிங்கபுரம், அஞ்சூர், புகளூர், கரூர். (3) ரா.பால்சுரன், பிள்ளாபாளையம், பாண்டிலிங்கபுரம், அஞ்சூர், புகளூர், கரூர். xyxy=(430,836,775,918)
booth-number: பாகம் – 6 xyxy=(785,1661,836,1674)
organizer-entry: அமைப்பாளர் : ச.பிரதீப் குப்பகவுண்டன்வலசு, பாண்டிலிங்க புரம், புகளூர், கரூர். xyxy=(72,164,417,194)
branch-section xyxy=(1143,1568,1489,1666)
branch-section xyxy=(72,1455,417,1605)
branch-section xyxy=(1143,243,1489,393)
branch-heading: குமாரவலசு குடியிருப்பு கிளை xyxy=(858,1238,1058,1256)
booth-organizers-heading: பாக அமைப்பாளர்கள் : xyxy=(1257,1258,1375,1272)
booth-organizer: : செ.வினீத், 92, சின்ன வளையபாளையம், பாண்டிலிங்கபுரம், புகளூர், கரூர். xyxy=(500,1900,717,1931)
branch-heading: பாப்பாவலசு கிளை xyxy=(538,437,667,455)
organizer-entry: அமைப்பாளர் : பெ.சிவராமகிருஷ்ணன், பூண்டிபாளையம், மொஞ்சனூர் மேற்கு, தென்னிலை வழி, மொஞ்சனூர், புகளூர், கரூர். xyxy=(1143,846,1489,877)
branch-section xyxy=(1143,541,1489,674)
branch-heading: அரிக்காரம்பாளையம் கிளை xyxy=(1222,1445,1410,1463)
branch-section xyxy=(430,1401,775,1534)
booth-organizer: : கு.அசோக்குமார், 4/39, குமாரவலசு, கார்வழி, புகளூர், கரூர். xyxy=(856,1661,1095,1692)
branch-heading: வெங்கமேடு கிளை xyxy=(894,1502,1022,1519)
organizer-entry: அமைப்பாளர் : மு.மூர்த்தி, அரிக்காரன்பாளையம், சிவின்கலம் பாளையம், தென்னிலை மேற்கு, கரூர். xyxy=(1143,1470,1489,1501)
